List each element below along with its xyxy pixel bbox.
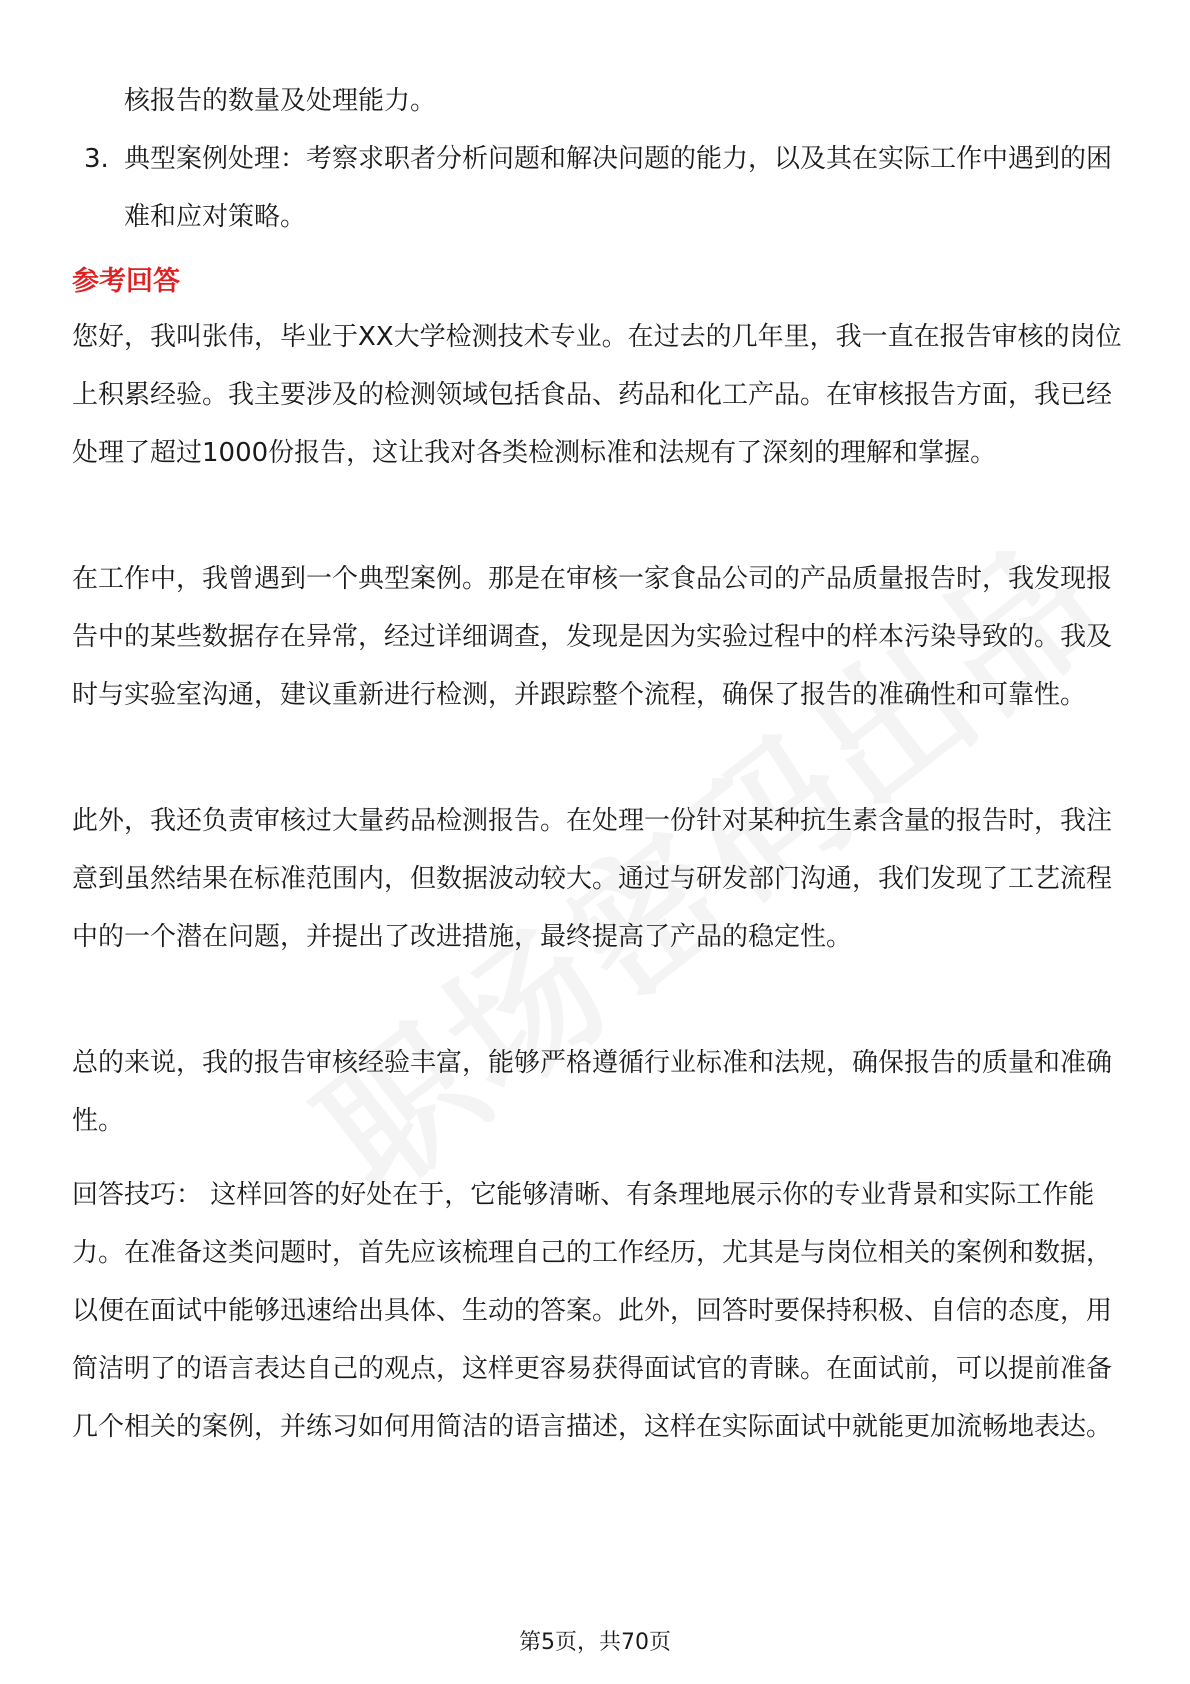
list-item-text: 典型案例处理：考察求职者分析问题和解决问题的能力，以及其在实际工作中遇到的困难和应对策略。 <box>124 144 1113 232</box>
answer-paragraph: 您好，我叫张伟，毕业于XX大学检测技术专业。在过去的几年里，我一直在报告审核的岗位上积累经验。我主要涉及的检测领域包括食品、药品和化工产品。在审核报告方面，我已经处理了超过1000份报告，这让我对各类检测标准和法规有了深刻的理解和掌握。 <box>72 322 1122 468</box>
answer-paragraph: 此外，我还负责审核过大量药品检测报告。在处理一份针对某种抗生素含量的报告时，我注意到虽然结果在标准范围内，但数据波动较大。通过与研发部门沟通，我们发现了工艺流程中的一个潜在问题，并提出了改进措施，最终提高了产品的稳定性。 <box>72 806 1113 952</box>
section-title: 参考回答 <box>72 266 180 297</box>
continued-list-text: 核报告的数量及处理能力。 <box>124 86 437 116</box>
answer-paragraph: 总的来说，我的报告审核经验丰富，能够严格遵循行业标准和法规，确保报告的质量和准确性。 <box>72 1048 1113 1136</box>
list-item <box>84 130 1114 246</box>
tips-paragraph: 回答技巧： 这样回答的好处在于，它能够清晰、有条理地展示你的专业背景和实际工作能力。在准备这类问题时，首先应该梳理自己的工作经历，尤其是与岗位相关的案例和数据，以便在面试中能够迅速给出具体、生动的答案。此外，回答时要保持积极、自信的态度，用简洁明了的语言表达自己的观点，这样更容易获得面试官的青睐。在面试前，可以提前准备几个相关的案例，并练习如何用简洁的语言描述，这样在实际面试中就能更加流畅地表达。 <box>72 1180 1113 1442</box>
list-item-number: 3. <box>84 144 109 174</box>
answer-paragraph: 在工作中，我曾遇到一个典型案例。那是在审核一家食品公司的产品质量报告时，我发现报告中的某些数据存在异常，经过详细调查，发现是因为实验过程中的样本污染导致的。我及时与实验室沟通，建议重新进行检测，并跟踪整个流程，确保了报告的准确性和可靠性。 <box>72 564 1113 710</box>
page-number-footer: 第5页，共70页 <box>519 1630 671 1655</box>
